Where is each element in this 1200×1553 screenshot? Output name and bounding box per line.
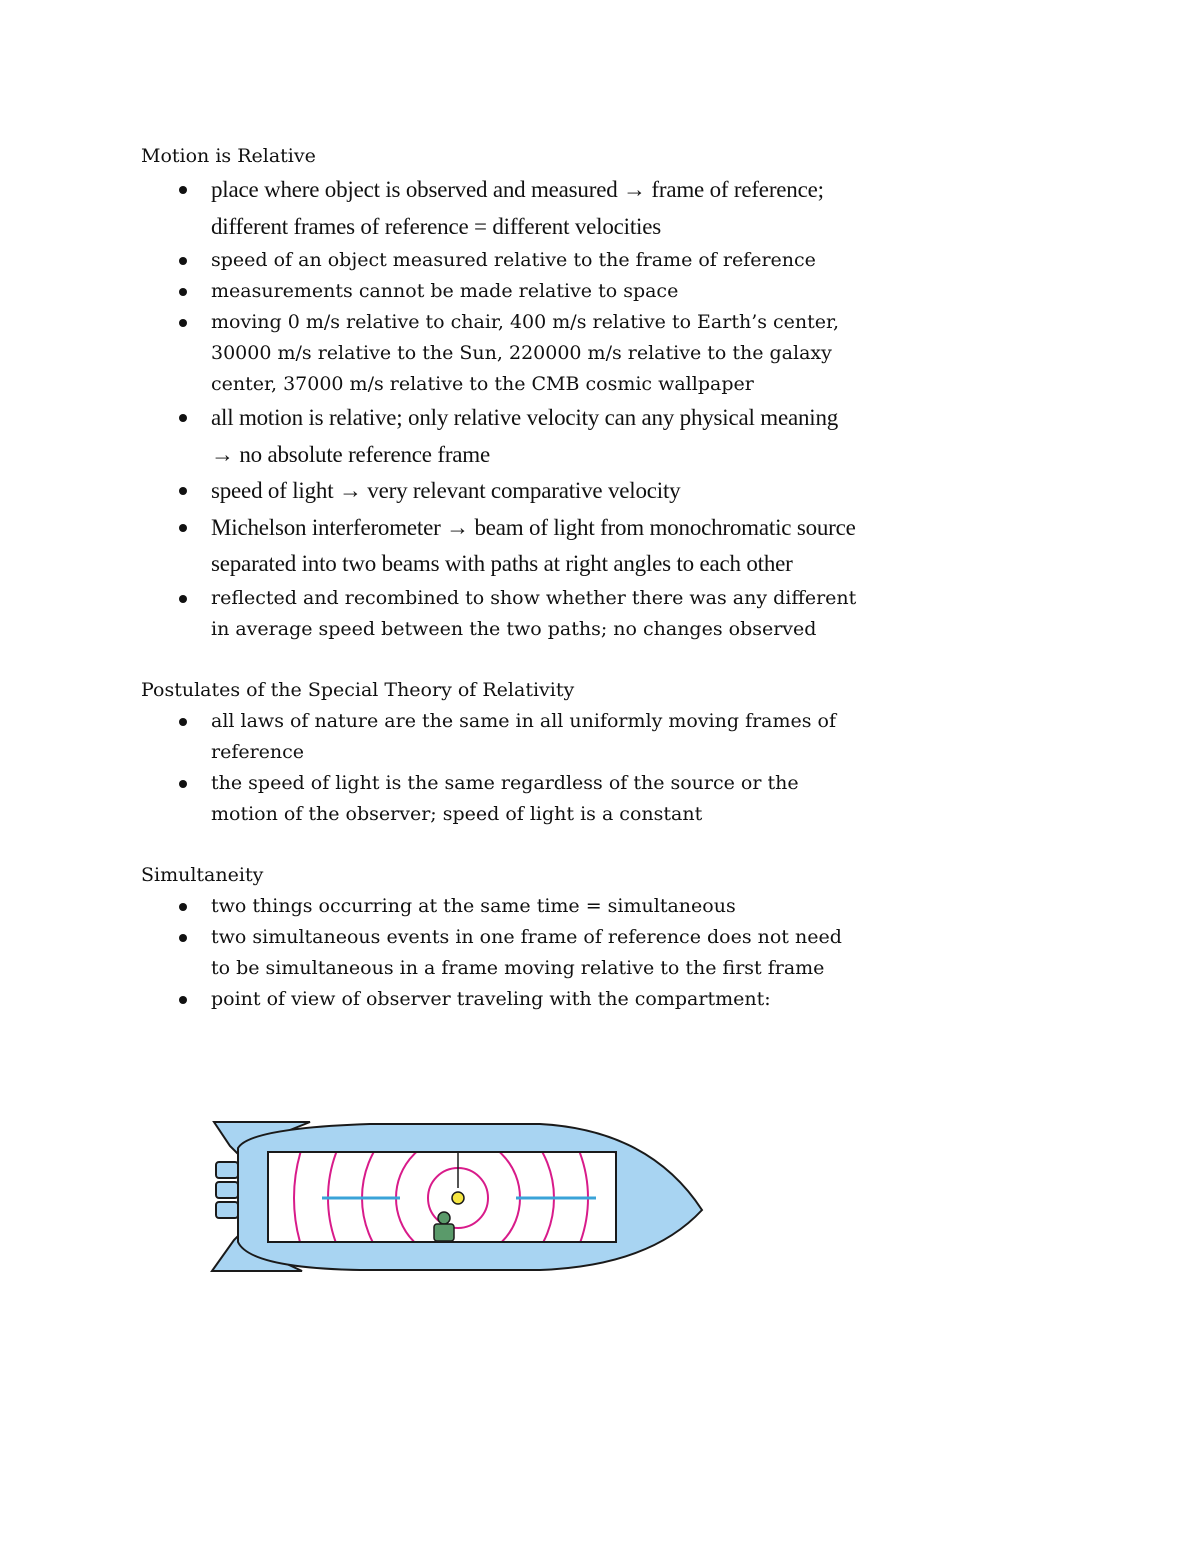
list-item-text: Michelson interferometer → beam of light from monochromatic source separated into two beams with paths at right angles to each other [211,514,856,576]
bullet-icon [179,186,187,194]
rocket-nozzle [216,1162,238,1178]
bullet-icon [179,524,187,532]
section-heading: Motion is Relative [141,145,316,167]
list-item-text: all motion is relative; only relative velocity can any physical meaning → no absolute reference frame [211,405,839,467]
list-item-text: measurements cannot be made relative to space [211,280,679,302]
bullet-icon [179,996,187,1004]
bullet-icon [179,595,187,603]
bullet-icon [179,414,187,422]
list-item [141,922,861,984]
list-item-text: moving 0 m/s relative to chair, 400 m/s relative to Earth’s center, 30000 m/s relative to the Sun, 220000 m/s relative to the galaxy center, 37000 m/s relative to the CMB cosmic wallpaper [211,311,840,395]
list-item [141,473,861,510]
bullet-icon [179,319,187,327]
bullet-list [141,891,861,1015]
list-item-text: two things occurring at the same time = simultaneous [211,894,736,917]
list-item-text: point of view of observer traveling with the compartment: [211,987,771,1010]
list-item-text: speed of an object measured relative to the frame of reference [211,249,816,271]
section-postulates [141,675,861,830]
list-item [141,984,861,1015]
bullet-list [141,172,861,645]
list-item [141,510,861,583]
rocket-nozzle [216,1202,238,1218]
section-heading: Postulates of the Special Theory of Relativity [141,678,575,701]
list-item [141,276,861,307]
light-bulb-icon [452,1192,464,1204]
list-item-text: two simultaneous events in one frame of reference does not need to be simultaneous in a frame moving relative to the first frame [211,925,842,979]
list-item [141,245,861,276]
list-item [141,172,861,245]
bullet-icon [179,718,187,726]
list-item-text: place where object is observed and measured → frame of reference; different frames of reference = different velocities [211,177,824,239]
bullet-icon [179,934,187,942]
list-item-text: reflected and recombined to show whether there was any different in average speed between the two paths; no changes observed [211,586,857,640]
section-simultaneity [141,860,861,1015]
rocket-illustration-icon [210,1118,704,1273]
list-item-text: speed of light → very relevant comparative velocity [211,478,681,503]
section-heading: Simultaneity [141,863,264,886]
list-item [141,706,861,768]
bullet-icon [179,780,187,788]
list-item [141,768,861,830]
list-item [141,307,861,400]
observer-head [438,1212,450,1224]
bullet-icon [179,487,187,495]
observer-body [434,1224,454,1241]
list-item [141,891,861,922]
bullet-list [141,706,861,830]
list-item [141,583,861,645]
bullet-icon [179,257,187,265]
list-item-text: all laws of nature are the same in all uniformly moving frames of reference [211,709,837,763]
list-item [141,400,861,473]
section-motion-is-relative [141,141,861,645]
bullet-icon [179,288,187,296]
rocket-nozzle [216,1182,238,1198]
list-item-text: the speed of light is the same regardless of the source or the motion of the observer; speed of light is a constant [211,771,799,825]
document-content [141,141,861,1015]
bullet-icon [179,903,187,911]
